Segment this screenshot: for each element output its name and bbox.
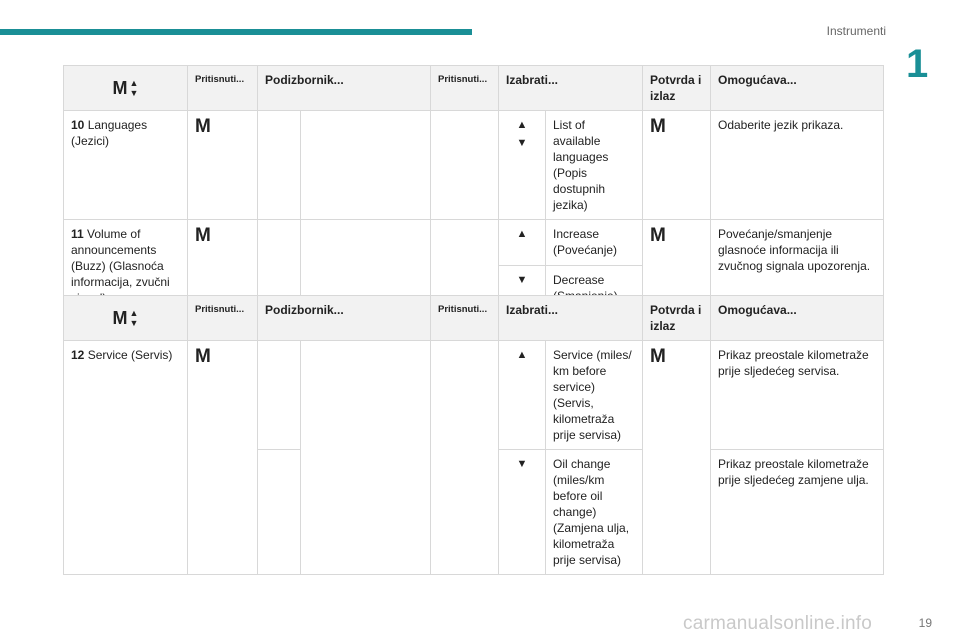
m-button-icon: M bbox=[650, 116, 666, 137]
col-enables-header: Omogućava... bbox=[711, 296, 884, 341]
down-arrow-icon: ▼ bbox=[129, 88, 139, 98]
blank-cell bbox=[431, 111, 499, 220]
col-select-header: Izabrati... bbox=[499, 66, 643, 111]
watermark: carmanualsonline.info bbox=[683, 613, 873, 634]
col-enables-header: Omogućava... bbox=[711, 66, 884, 111]
m-button-icon: M bbox=[195, 116, 211, 137]
table-header-row bbox=[64, 296, 884, 341]
col-confirm-header: Potvrda i izlaz bbox=[643, 296, 711, 341]
blank-cell bbox=[258, 341, 301, 450]
col-submenu-header: Podizbornik... bbox=[258, 66, 431, 111]
m-confirm-cell bbox=[643, 111, 711, 220]
row-label: 11 Volume of announcements (Buzz) (Glasnoća informacija, zvučni bbox=[64, 220, 188, 313]
down-arrow-icon: ▼ bbox=[516, 458, 528, 470]
m-button-icon: M bbox=[195, 225, 211, 246]
m-arrows-header bbox=[64, 296, 188, 341]
col-press2-header: Pritisnuti... bbox=[431, 296, 499, 341]
down-arrow-icon: ▼ bbox=[129, 318, 139, 328]
up-arrow-icon: ▲ bbox=[129, 78, 139, 88]
col-press-header: Pritisnuti... bbox=[188, 296, 258, 341]
blank-cell bbox=[301, 111, 431, 220]
down-arrow-icon: ▼ bbox=[516, 273, 528, 286]
col-press-header: Pritisnuti... bbox=[188, 66, 258, 111]
row-label: 10 Languages (Jezici) bbox=[64, 111, 188, 220]
m-press-cell bbox=[188, 111, 258, 220]
select-option: List of available languages (Popis dostupnih jezika) bbox=[546, 111, 643, 220]
page-number: 19 bbox=[918, 616, 932, 630]
select-option: Decrease bbox=[546, 265, 643, 312]
m-press-cell bbox=[188, 341, 258, 575]
blank-cell bbox=[431, 341, 499, 575]
m-arrows-header bbox=[64, 66, 188, 111]
m-button-icon: M bbox=[112, 78, 128, 98]
settings-table-2 bbox=[63, 295, 884, 575]
down-arrow-icon: ▼ bbox=[516, 137, 528, 149]
up-arrow-icon: ▲ bbox=[516, 349, 528, 361]
table-row bbox=[64, 341, 884, 450]
col-submenu-header: Podizbornik... bbox=[258, 296, 431, 341]
m-button-icon: M bbox=[650, 225, 666, 246]
select-option: Oil change (miles/km before oil change) (Zamjena ulja, kilometraža prije servisa) bbox=[546, 450, 643, 575]
arrow-cell bbox=[499, 111, 546, 220]
row-label: 12 Service (Servis) bbox=[64, 341, 188, 575]
up-arrow-icon: ▲ bbox=[516, 119, 528, 131]
select-option: Increase (Povećanje) bbox=[546, 220, 643, 266]
enables-text: Prikaz preostale kilometraže prije sljedećeg zamjene ulja. bbox=[711, 450, 884, 575]
blank-cell bbox=[258, 111, 301, 220]
blank-cell bbox=[258, 450, 301, 575]
m-button-icon: M bbox=[650, 346, 666, 367]
col-select-header: Izabrati... bbox=[499, 296, 643, 341]
up-arrow-icon: ▲ bbox=[516, 228, 528, 240]
enables-text: Povećanje/smanjenje glasnoće informacija ili zvučnog signala upozorenja. bbox=[711, 220, 884, 313]
header-accent-bar bbox=[0, 29, 472, 35]
up-arrow-icon: ▲ bbox=[129, 308, 139, 318]
chapter-number: 1 bbox=[906, 42, 929, 86]
m-confirm-cell bbox=[643, 341, 711, 575]
arrow-cell bbox=[499, 450, 546, 575]
arrow-cell bbox=[499, 220, 546, 266]
enables-text: Prikaz preostale kilometraže prije sljedećeg servisa. bbox=[711, 341, 884, 450]
col-confirm-header: Potvrda i izlaz bbox=[643, 66, 711, 111]
settings-table-1 bbox=[63, 65, 884, 313]
m-button-icon: M bbox=[195, 346, 211, 367]
arrow-cell bbox=[499, 341, 546, 450]
col-press2-header: Pritisnuti... bbox=[431, 66, 499, 111]
m-button-icon: M bbox=[112, 308, 128, 328]
select-option: Service (miles/ km before service) (Servis, kilometraža prije servisa) bbox=[546, 341, 643, 450]
table-row bbox=[64, 111, 884, 220]
enables-text: Odaberite jezik prikaza. bbox=[711, 111, 884, 220]
table-row bbox=[64, 220, 884, 266]
section-title: Instrumenti bbox=[826, 24, 886, 38]
table-header-row bbox=[64, 66, 884, 111]
blank-cell bbox=[301, 341, 431, 575]
